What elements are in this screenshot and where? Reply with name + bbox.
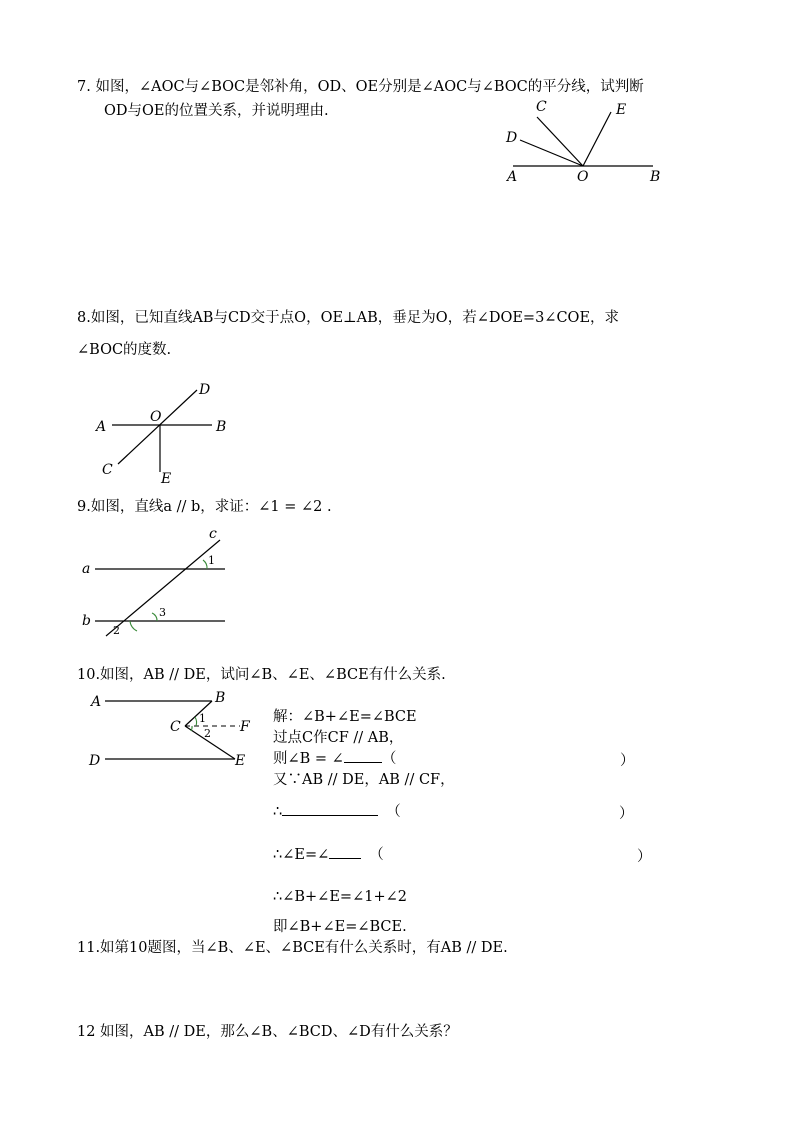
q9-angle-mark-1 — [203, 560, 207, 569]
q10-solution-line1: 解：∠B+∠E=∠BCE — [273, 709, 417, 725]
q8-text-line1: 8.如图，已知直线AB与CD交于点O，OE⊥AB，垂足为O，若∠DOE=3∠COE，求 — [77, 310, 620, 326]
q9-angle-label-3: 3 — [159, 606, 166, 619]
q10-solution-line5 — [273, 802, 401, 822]
q11-text-line1: 11.如第10题图，当∠B、∠E、∠BCE有什么关系时，有AB // DE. — [77, 940, 508, 956]
q9-angle-label-1: 1 — [208, 554, 215, 567]
q7-text-line2: OD与OE的位置关系，并说明理由. — [104, 103, 329, 119]
q10-angle-mark-1 — [195, 717, 197, 726]
q7-label-b: B — [650, 169, 661, 185]
q8-label-c: C — [102, 462, 113, 478]
q9-label-a: a — [82, 561, 91, 577]
q8-label-o: O — [150, 409, 162, 425]
q10-solution-line3 — [273, 749, 396, 769]
q7-text-line1: 7. 如图，∠AOC与∠BOC是邻补角，OD、OE分别是∠AOC与∠BOC的平分线，试判断 — [77, 79, 644, 95]
q9-figure — [75, 525, 245, 640]
q8-label-b: B — [216, 419, 227, 435]
q10-solution-line3-text: 则∠B = ∠ — [273, 751, 344, 767]
q9-angle-mark-2 — [130, 621, 137, 631]
q7-label-a: A — [507, 169, 518, 185]
q10-label-e: E — [235, 753, 246, 769]
q10-blank-1[interactable] — [344, 762, 382, 763]
q10-angle-label-1: 1 — [199, 712, 206, 725]
q8-line-cd — [118, 390, 197, 464]
q9-label-b: b — [82, 613, 91, 629]
q10-label-d: D — [89, 753, 101, 769]
q10-solution-line4: 又∵AB // DE，AB // CF， — [273, 772, 455, 788]
q10-blank-3[interactable] — [329, 858, 361, 859]
q7-label-o: O — [577, 169, 589, 185]
q9-angle-label-2: 2 — [113, 624, 120, 637]
q10-solution-line2: 过点C作CF // AB， — [273, 730, 404, 746]
q10-text-line1: 10.如图，AB // DE，试问∠B、∠E、∠BCE有什么关系. — [77, 667, 446, 683]
q10-label-a: A — [91, 694, 102, 710]
q10-paren-close-2: ） — [619, 806, 634, 822]
q8-label-e: E — [161, 471, 172, 487]
q10-paren-open-1: （ — [381, 751, 397, 767]
q10-paren-close-1: ） — [620, 753, 635, 769]
q10-label-c: C — [170, 719, 181, 735]
q7-ray-od — [520, 140, 583, 166]
q10-blank-2[interactable] — [282, 815, 378, 816]
q9-text-line1: 9.如图，直线a // b，求证：∠1 = ∠2 . — [77, 499, 332, 515]
q10-figure — [85, 687, 275, 777]
q7-label-d: D — [506, 130, 518, 146]
q9-label-c: c — [209, 526, 217, 542]
q10-angle-mark-2 — [191, 726, 192, 731]
q7-ray-oe — [583, 112, 611, 166]
q10-solution-line6 — [273, 845, 384, 865]
q10-paren-close-3: ） — [637, 849, 652, 865]
q10-paren-open-3: （ — [369, 847, 384, 863]
q7-figure — [500, 95, 680, 195]
q8-label-d: D — [199, 382, 211, 398]
q10-solution-line6-text: ∴∠E=∠ — [273, 847, 330, 863]
q9-angle-mark-3 — [152, 613, 157, 621]
q10-solution-line8: 即∠B+∠E=∠BCE. — [273, 919, 407, 935]
q8-text-line2: ∠BOC的度数. — [77, 342, 172, 358]
q7-ray-oc — [537, 117, 583, 166]
q10-solution-line5-text: ∴ — [273, 804, 283, 820]
q10-solution-line7: ∴∠B+∠E=∠1+∠2 — [273, 889, 407, 905]
q10-label-b: B — [215, 690, 226, 706]
q7-label-e: E — [616, 102, 627, 118]
q10-angle-label-2: 2 — [204, 727, 211, 740]
q8-label-a: A — [96, 419, 107, 435]
q7-label-c: C — [536, 99, 547, 115]
q10-paren-open-2: （ — [386, 804, 401, 820]
q10-label-f: F — [240, 719, 250, 735]
q8-figure — [90, 375, 250, 490]
q12-text-line1: 12 如图，AB // DE，那么∠B、∠BCD、∠D有什么关系？ — [77, 1024, 458, 1040]
